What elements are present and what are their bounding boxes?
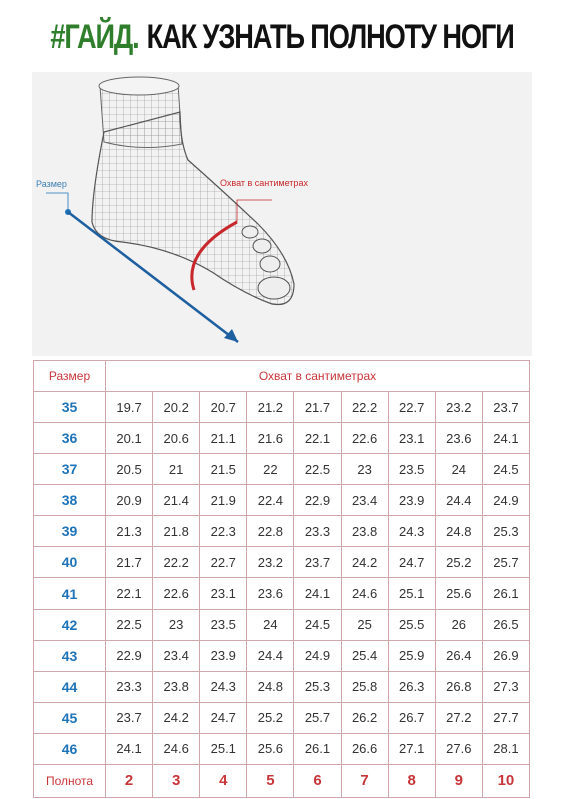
table-row xyxy=(34,671,530,702)
girth-cell: 22.9 xyxy=(294,485,341,516)
girth-cell: 24.8 xyxy=(247,671,294,702)
girth-cell: 23.4 xyxy=(153,640,200,671)
girth-cell: 19.7 xyxy=(106,392,153,423)
girth-cell: 24.8 xyxy=(435,516,482,547)
girth-cell: 24.2 xyxy=(153,702,200,733)
girth-cell: 24.5 xyxy=(482,454,529,485)
girth-cell: 25.6 xyxy=(247,733,294,764)
girth-cell: 26 xyxy=(435,609,482,640)
header-girth: Охват в сантиметрах xyxy=(106,361,530,392)
girth-cell: 25.9 xyxy=(388,640,435,671)
girth-cell: 23.7 xyxy=(106,702,153,733)
girth-cell: 26.2 xyxy=(341,702,388,733)
girth-cell: 23.6 xyxy=(247,578,294,609)
girth-cell: 22.7 xyxy=(388,392,435,423)
girth-cell: 25 xyxy=(341,609,388,640)
girth-cell: 21.4 xyxy=(153,485,200,516)
girth-cell: 25.1 xyxy=(388,578,435,609)
girth-cell: 20.9 xyxy=(106,485,153,516)
girth-cell: 21.5 xyxy=(200,454,247,485)
girth-cell: 21.7 xyxy=(294,392,341,423)
title-text: КАК УЗНАТЬ ПОЛНОТУ НОГИ xyxy=(146,17,514,56)
table-row xyxy=(34,578,530,609)
fullness-value: 9 xyxy=(435,764,482,797)
fullness-value: 4 xyxy=(200,764,247,797)
girth-cell: 24.4 xyxy=(435,485,482,516)
page-title xyxy=(50,0,514,74)
girth-cell: 27.6 xyxy=(435,733,482,764)
girth-cell: 24.1 xyxy=(482,423,529,454)
girth-cell: 25.1 xyxy=(200,733,247,764)
girth-cell: 25.2 xyxy=(435,547,482,578)
girth-cell: 24.9 xyxy=(294,640,341,671)
girth-cell: 26.8 xyxy=(435,671,482,702)
girth-cell: 22.7 xyxy=(200,547,247,578)
size-label: Размер xyxy=(36,179,67,189)
girth-cell: 23.3 xyxy=(106,671,153,702)
girth-cell: 23.7 xyxy=(482,392,529,423)
girth-cell: 24.6 xyxy=(341,578,388,609)
girth-cell: 25.6 xyxy=(435,578,482,609)
size-cell: 39 xyxy=(34,516,106,547)
girth-cell: 22.9 xyxy=(106,640,153,671)
table-row xyxy=(34,640,530,671)
table-row xyxy=(34,454,530,485)
girth-cell: 20.7 xyxy=(200,392,247,423)
girth-cell: 22.5 xyxy=(294,454,341,485)
girth-cell: 25.3 xyxy=(294,671,341,702)
header-size: Размер xyxy=(34,361,106,392)
girth-cell: 23.8 xyxy=(153,671,200,702)
size-cell: 37 xyxy=(34,454,106,485)
size-grid xyxy=(33,360,530,798)
girth-cell: 24.1 xyxy=(106,733,153,764)
fullness-value: 6 xyxy=(294,764,341,797)
fullness-value: 8 xyxy=(388,764,435,797)
girth-cell: 26.5 xyxy=(482,609,529,640)
size-cell: 41 xyxy=(34,578,106,609)
girth-cell: 23.9 xyxy=(200,640,247,671)
girth-cell: 25.7 xyxy=(294,702,341,733)
girth-cell: 26.6 xyxy=(341,733,388,764)
table-row xyxy=(34,609,530,640)
girth-cell: 21.8 xyxy=(153,516,200,547)
size-cell: 44 xyxy=(34,671,106,702)
girth-cell: 22.2 xyxy=(153,547,200,578)
girth-cell: 24.3 xyxy=(388,516,435,547)
toe-2 xyxy=(260,256,280,272)
girth-cell: 26.1 xyxy=(294,733,341,764)
girth-cell: 21.2 xyxy=(247,392,294,423)
girth-cell: 24 xyxy=(247,609,294,640)
girth-cell: 27.2 xyxy=(435,702,482,733)
foot-illustration xyxy=(32,72,532,356)
size-cell: 35 xyxy=(34,392,106,423)
size-cell: 45 xyxy=(34,702,106,733)
girth-cell: 26.9 xyxy=(482,640,529,671)
girth-cell: 24 xyxy=(435,454,482,485)
girth-cell: 22.8 xyxy=(247,516,294,547)
girth-cell: 28.1 xyxy=(482,733,529,764)
girth-cell: 20.1 xyxy=(106,423,153,454)
girth-label: Охват в сантиметрах xyxy=(220,178,308,188)
girth-cell: 20.5 xyxy=(106,454,153,485)
girth-cell: 25.8 xyxy=(341,671,388,702)
girth-cell: 27.7 xyxy=(482,702,529,733)
girth-cell: 21 xyxy=(153,454,200,485)
girth-cell: 23.3 xyxy=(294,516,341,547)
girth-cell: 21.6 xyxy=(247,423,294,454)
girth-cell: 23.7 xyxy=(294,547,341,578)
table-row xyxy=(34,423,530,454)
girth-cell: 24.7 xyxy=(388,547,435,578)
girth-cell: 26.4 xyxy=(435,640,482,671)
girth-cell: 25.5 xyxy=(388,609,435,640)
size-cell: 38 xyxy=(34,485,106,516)
table-row xyxy=(34,547,530,578)
size-cell: 42 xyxy=(34,609,106,640)
girth-cell: 22.5 xyxy=(106,609,153,640)
girth-cell: 24.2 xyxy=(341,547,388,578)
girth-cell: 26.1 xyxy=(482,578,529,609)
girth-cell: 23 xyxy=(153,609,200,640)
girth-cell: 24.5 xyxy=(294,609,341,640)
girth-cell: 22.6 xyxy=(153,578,200,609)
girth-cell: 25.7 xyxy=(482,547,529,578)
girth-cell: 26.7 xyxy=(388,702,435,733)
size-pointer xyxy=(46,193,68,210)
girth-cell: 23.8 xyxy=(341,516,388,547)
girth-cell: 22 xyxy=(247,454,294,485)
fullness-row xyxy=(34,764,530,797)
girth-cell: 24.1 xyxy=(294,578,341,609)
girth-cell: 25.4 xyxy=(341,640,388,671)
girth-cell: 24.9 xyxy=(482,485,529,516)
girth-cell: 22.4 xyxy=(247,485,294,516)
girth-cell: 22.1 xyxy=(294,423,341,454)
girth-cell: 21.7 xyxy=(106,547,153,578)
size-arrowhead xyxy=(224,329,238,342)
hashtag: #ГАЙД. xyxy=(50,17,139,56)
girth-cell: 24.4 xyxy=(247,640,294,671)
girth-cell: 23.5 xyxy=(388,454,435,485)
girth-cell: 27.3 xyxy=(482,671,529,702)
girth-cell: 23.9 xyxy=(388,485,435,516)
size-cell: 46 xyxy=(34,733,106,764)
fullness-label: Полнота xyxy=(34,764,106,797)
girth-cell: 23.6 xyxy=(435,423,482,454)
girth-cell: 25.3 xyxy=(482,516,529,547)
toe-4 xyxy=(242,226,258,238)
girth-cell: 20.2 xyxy=(153,392,200,423)
girth-cell: 22.6 xyxy=(341,423,388,454)
size-cell: 36 xyxy=(34,423,106,454)
table-row xyxy=(34,516,530,547)
girth-cell: 24.6 xyxy=(153,733,200,764)
girth-cell: 23 xyxy=(341,454,388,485)
girth-cell: 24.7 xyxy=(200,702,247,733)
girth-cell: 25.2 xyxy=(247,702,294,733)
table-row xyxy=(34,702,530,733)
fullness-value: 7 xyxy=(341,764,388,797)
girth-cell: 20.6 xyxy=(153,423,200,454)
girth-cell: 21.9 xyxy=(200,485,247,516)
girth-cell: 21.1 xyxy=(200,423,247,454)
girth-cell: 22.1 xyxy=(106,578,153,609)
fullness-value: 3 xyxy=(153,764,200,797)
fullness-value: 10 xyxy=(482,764,529,797)
size-cell: 43 xyxy=(34,640,106,671)
table-row xyxy=(34,733,530,764)
table-row xyxy=(34,485,530,516)
big-toe xyxy=(258,277,290,299)
girth-cell: 23.5 xyxy=(200,609,247,640)
foot-drawing xyxy=(32,72,532,356)
girth-cell: 23.2 xyxy=(435,392,482,423)
girth-cell: 22.2 xyxy=(341,392,388,423)
girth-cell: 21.3 xyxy=(106,516,153,547)
girth-cell: 26.3 xyxy=(388,671,435,702)
girth-cell: 22.3 xyxy=(200,516,247,547)
ankle-top xyxy=(99,77,179,95)
toe-3 xyxy=(253,239,271,253)
table-row xyxy=(34,392,530,423)
girth-cell: 23.4 xyxy=(341,485,388,516)
girth-cell: 23.1 xyxy=(200,578,247,609)
girth-cell: 27.1 xyxy=(388,733,435,764)
fullness-value: 5 xyxy=(247,764,294,797)
girth-cell: 24.3 xyxy=(200,671,247,702)
size-table xyxy=(33,360,530,798)
girth-cell: 23.1 xyxy=(388,423,435,454)
girth-cell: 23.2 xyxy=(247,547,294,578)
header-row xyxy=(34,361,530,392)
fullness-value: 2 xyxy=(106,764,153,797)
size-cell: 40 xyxy=(34,547,106,578)
